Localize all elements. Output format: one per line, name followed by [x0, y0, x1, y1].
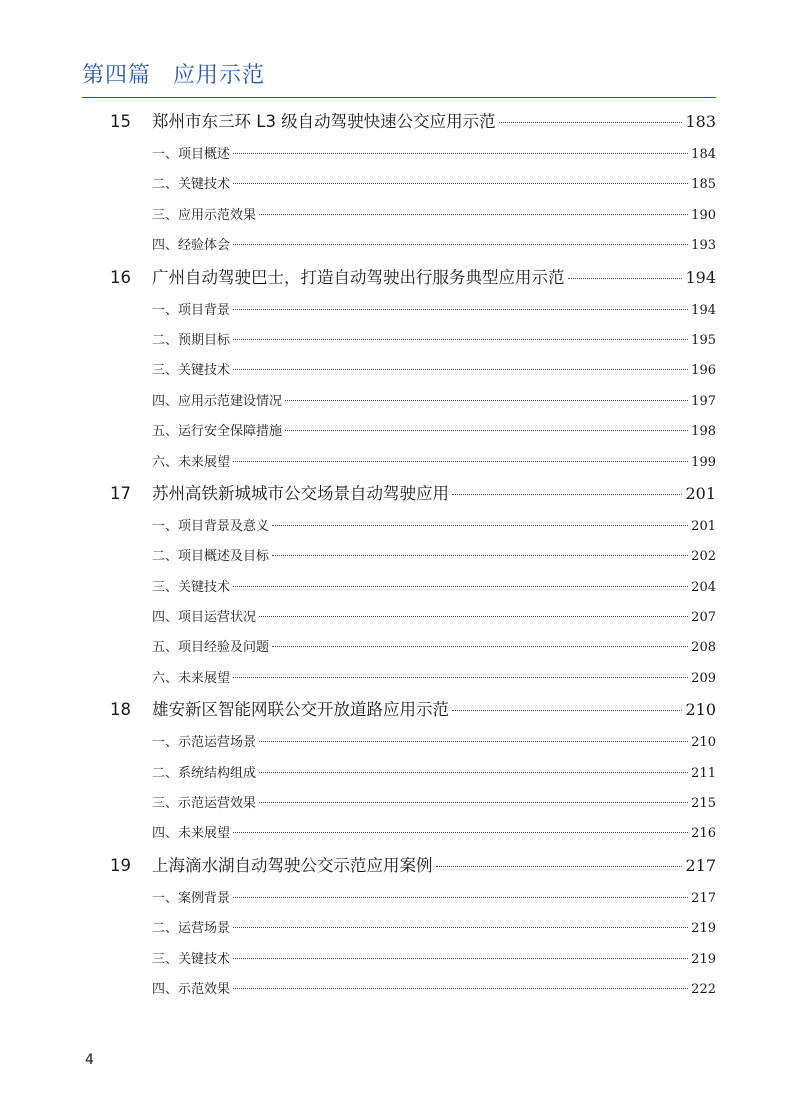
toc-section-entry[interactable] — [110, 912, 716, 942]
dot-leader — [233, 369, 688, 370]
toc-section-entry[interactable] — [110, 662, 716, 692]
section-title: 四、项目运营状况 — [152, 610, 257, 626]
section-title: 三、示范运营效果 — [152, 796, 257, 812]
section-title: 五、项目经验及问题 — [152, 640, 270, 656]
toc-chapter-entry[interactable] — [110, 104, 716, 138]
section-page-number: 196 — [691, 363, 716, 379]
toc-section-entry[interactable] — [110, 757, 716, 787]
section-page-number: 207 — [691, 610, 716, 626]
toc-section-entry[interactable] — [110, 631, 716, 661]
section-title: 五、运行安全保障措施 — [152, 424, 283, 440]
toc-section-entry[interactable] — [110, 446, 716, 476]
section-page-number: 201 — [691, 518, 716, 534]
dot-leader — [285, 430, 688, 431]
dot-leader — [452, 710, 682, 711]
dot-leader — [233, 988, 688, 989]
chapter-number: 16 — [110, 267, 131, 287]
toc-section-entry[interactable] — [110, 229, 716, 259]
section-title: 一、项目概述 — [152, 147, 231, 162]
chapter-number: 15 — [110, 112, 131, 131]
section-title: 四、经验体会 — [152, 238, 231, 254]
section-title: 六、未来展望 — [152, 670, 231, 686]
section-title: 三、关键技术 — [152, 579, 231, 595]
chapter-page-number: 217 — [685, 855, 716, 875]
chapter-number: 18 — [110, 700, 131, 720]
toc-section-entry[interactable] — [110, 138, 716, 168]
dot-leader — [233, 153, 688, 154]
toc-section-entry[interactable] — [110, 973, 716, 1003]
section-page-number: 190 — [691, 207, 716, 223]
dot-leader — [233, 339, 688, 340]
section-page-number: 216 — [691, 826, 716, 842]
part-name: 应用示范 — [173, 63, 266, 88]
section-page-number: 208 — [691, 640, 716, 656]
dot-leader — [272, 525, 688, 526]
section-page-number: 195 — [691, 332, 716, 348]
part-title — [82, 58, 265, 89]
toc-section-entry[interactable] — [110, 385, 716, 415]
section-title: 三、关键技术 — [152, 363, 231, 379]
dot-leader — [233, 183, 688, 184]
toc-section-entry[interactable] — [110, 787, 716, 817]
section-page-number: 210 — [691, 735, 716, 751]
chapter-title: 苏州高铁新城城市公交场景自动驾驶应用 — [152, 483, 449, 503]
dot-leader — [233, 586, 688, 587]
section-page-number: 219 — [691, 951, 716, 967]
toc-section-entry[interactable] — [110, 510, 716, 540]
toc-section-entry[interactable] — [110, 882, 716, 912]
toc-section-entry[interactable] — [110, 817, 716, 847]
section-title: 一、项目背景 — [152, 302, 231, 318]
dot-leader — [259, 616, 688, 617]
toc-section-entry[interactable] — [110, 294, 716, 324]
dot-leader — [233, 958, 688, 959]
chapter-page-number: 183 — [685, 112, 716, 131]
part-title-rule — [82, 97, 716, 98]
dot-leader — [259, 741, 688, 742]
toc-section-entry[interactable] — [110, 943, 716, 973]
dot-leader — [233, 677, 688, 678]
dot-leader — [233, 927, 688, 928]
section-page-number: 219 — [691, 921, 716, 937]
section-page-number: 222 — [691, 981, 716, 997]
section-page-number: 185 — [691, 177, 716, 193]
toc-chapter-entry[interactable] — [110, 476, 716, 510]
toc-section-entry[interactable] — [110, 540, 716, 570]
section-page-number: 202 — [691, 549, 716, 565]
section-title: 一、示范运营场景 — [152, 735, 257, 751]
chapter-page-number: 210 — [685, 700, 716, 720]
section-page-number: 215 — [691, 796, 716, 812]
section-title: 二、预期目标 — [152, 332, 231, 348]
toc-chapter-entry[interactable] — [110, 848, 716, 882]
section-page-number: 211 — [691, 765, 716, 781]
toc-section-entry[interactable] — [110, 601, 716, 631]
section-title: 二、关键技术 — [152, 177, 231, 193]
section-page-number: 194 — [691, 302, 716, 318]
dot-leader — [272, 555, 688, 556]
section-title: 四、应用示范建设情况 — [152, 393, 283, 409]
section-title: 三、关键技术 — [152, 951, 231, 967]
section-title: 六、未来展望 — [152, 454, 231, 470]
chapter-page-number: 201 — [685, 483, 716, 503]
dot-leader — [568, 278, 683, 279]
dot-leader — [452, 494, 682, 495]
dot-leader — [259, 214, 688, 215]
dot-leader — [436, 866, 683, 867]
dot-leader — [233, 309, 688, 310]
dot-leader — [259, 772, 688, 773]
chapter-title: 广州自动驾驶巴士，打造自动驾驶出行服务典型应用示范 — [152, 267, 565, 287]
section-page-number: 193 — [691, 238, 716, 254]
toc-section-entry[interactable] — [110, 324, 716, 354]
toc-section-entry[interactable] — [110, 168, 716, 198]
chapter-number: 17 — [110, 483, 131, 503]
page-number: 4 — [85, 1052, 94, 1068]
section-page-number: 209 — [691, 670, 716, 686]
section-title: 二、系统结构组成 — [152, 765, 257, 781]
section-page-number: 204 — [691, 579, 716, 595]
section-title: 二、运营场景 — [152, 921, 231, 937]
toc-section-entry[interactable] — [110, 199, 716, 229]
dot-leader — [233, 461, 688, 462]
dot-leader — [233, 244, 688, 245]
section-title: 二、项目概述及目标 — [152, 549, 270, 565]
part-label: 第四篇 — [82, 63, 152, 88]
toc-section-entry[interactable] — [110, 415, 716, 445]
chapter-title: 郑州市东三环 L3 级自动驾驶快速公交应用示范 — [152, 112, 496, 131]
chapter-title: 雄安新区智能网联公交开放道路应用示范 — [152, 700, 449, 720]
toc-chapter-entry[interactable] — [110, 260, 716, 294]
toc-chapter-entry[interactable] — [110, 692, 716, 726]
table-of-contents — [110, 104, 716, 1003]
toc-section-entry[interactable] — [110, 726, 716, 756]
dot-leader — [259, 802, 688, 803]
section-page-number: 197 — [691, 393, 716, 409]
toc-section-entry[interactable] — [110, 354, 716, 384]
section-page-number: 184 — [691, 147, 716, 162]
toc-section-entry[interactable] — [110, 571, 716, 601]
dot-leader — [233, 832, 688, 833]
chapter-title: 上海滴水湖自动驾驶公交示范应用案例 — [152, 855, 433, 875]
dot-leader — [285, 400, 688, 401]
section-page-number: 199 — [691, 454, 716, 470]
chapter-number: 19 — [110, 855, 131, 875]
chapter-page-number: 194 — [685, 267, 716, 287]
dot-leader — [499, 122, 683, 123]
section-page-number: 217 — [691, 890, 716, 906]
section-title: 一、项目背景及意义 — [152, 518, 270, 534]
section-page-number: 198 — [691, 424, 716, 440]
section-title: 四、未来展望 — [152, 826, 231, 842]
section-title: 三、应用示范效果 — [152, 207, 257, 223]
dot-leader — [233, 897, 688, 898]
section-title: 一、案例背景 — [152, 890, 231, 906]
dot-leader — [272, 646, 688, 647]
section-title: 四、示范效果 — [152, 981, 231, 997]
